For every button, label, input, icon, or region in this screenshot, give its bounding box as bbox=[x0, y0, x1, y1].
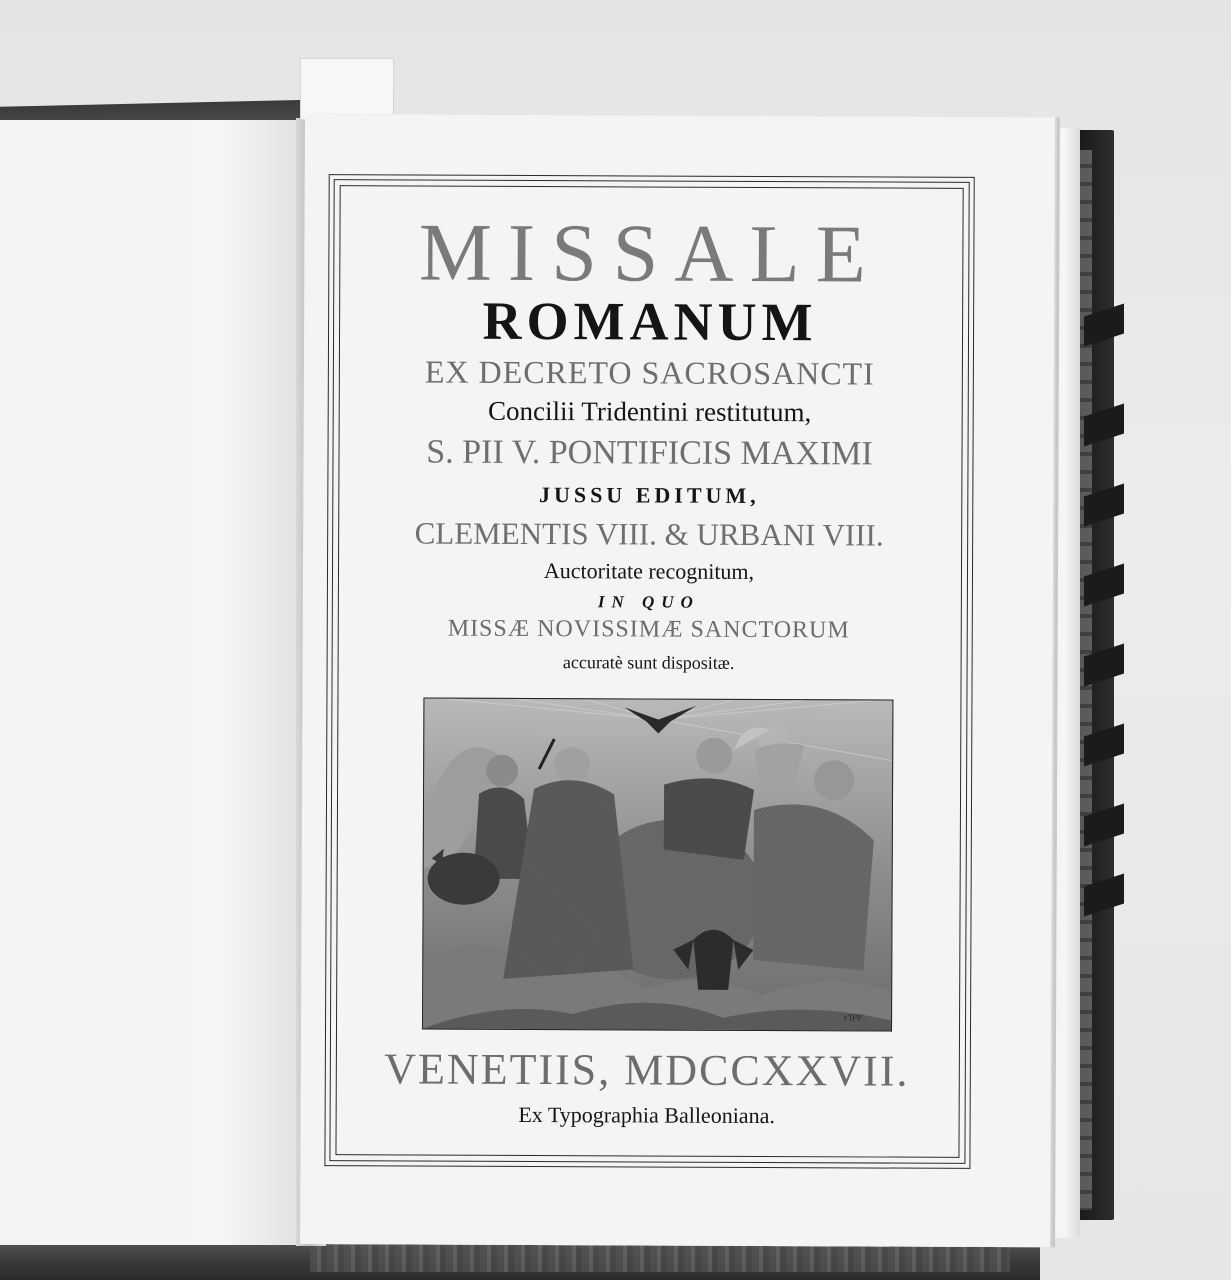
imprint-printer: Ex Typographia Balleoniana. bbox=[518, 1101, 775, 1129]
left-blank-page bbox=[0, 120, 318, 1245]
subtitle-clementis: CLEMENTIS VIII. & URBANI VIII. bbox=[414, 515, 884, 553]
ribbon bbox=[1084, 304, 1124, 347]
bookmark-ribbons bbox=[1084, 300, 1130, 940]
four-evangelists-engraving bbox=[422, 698, 893, 1032]
ribbon bbox=[1084, 874, 1124, 917]
subtitle-accurate: accuratè sunt dispositæ. bbox=[562, 652, 735, 673]
ribbon bbox=[1084, 564, 1124, 607]
paper-tab bbox=[300, 58, 394, 120]
subtitle-in-quo: IN QUO bbox=[597, 592, 700, 612]
engraving-illustration bbox=[423, 699, 892, 1031]
ribbon bbox=[1084, 644, 1124, 687]
subtitle-auctoritate: Auctoritate recognitum, bbox=[543, 558, 755, 584]
ribbon bbox=[1084, 484, 1124, 527]
title-romanum: ROMANUM bbox=[482, 290, 818, 353]
subtitle-ex-decreto: EX DECRETO SACROSANCTI bbox=[424, 353, 875, 392]
subtitle-missae: MISSÆ NOVISSIMÆ SANCTORUM bbox=[447, 615, 850, 644]
title-missale: MISSALE bbox=[418, 206, 882, 300]
ribbon bbox=[1084, 724, 1124, 767]
title-page bbox=[300, 114, 1055, 1247]
ribbon bbox=[1084, 804, 1124, 847]
subtitle-pius-v: S. PII V. PONTIFICIS MAXIMI bbox=[426, 433, 873, 473]
subtitle-concilii: Concilii Tridentini restitutum, bbox=[488, 395, 812, 428]
imprint-place-date: VENETIIS, MDCCXXVII. bbox=[384, 1044, 910, 1096]
ribbon bbox=[1084, 404, 1124, 447]
subtitle-jussu: JUSSU EDITUM, bbox=[538, 482, 760, 508]
engraver-signature: s'IPF bbox=[843, 1012, 864, 1023]
title-block bbox=[335, 185, 961, 1156]
